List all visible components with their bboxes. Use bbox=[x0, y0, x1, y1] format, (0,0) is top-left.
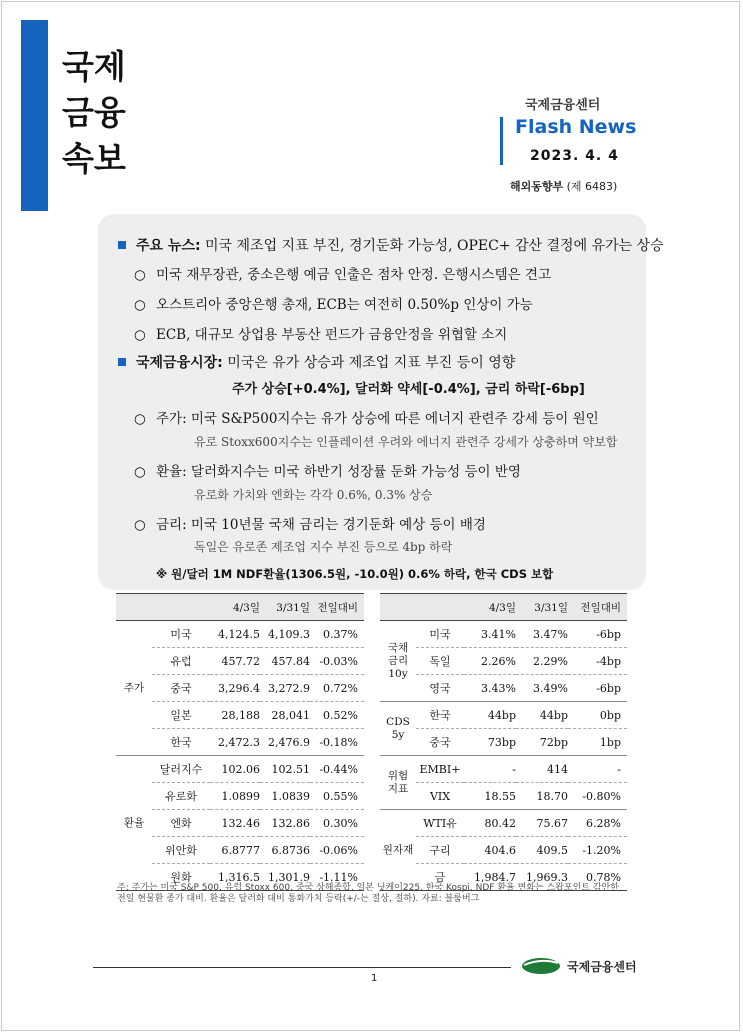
value-cell: 80.42 bbox=[464, 810, 516, 837]
change-cell: 0.72% bbox=[310, 675, 364, 702]
change-cell: -4bp bbox=[568, 648, 627, 675]
news-item-text: 미국 재무장관, 중소은행 예금 인출은 점차 안정. 은행시스템은 견고 bbox=[156, 267, 552, 283]
table-row bbox=[116, 837, 364, 864]
table-row bbox=[380, 648, 627, 675]
row-name: 한국 bbox=[152, 729, 210, 756]
row-name: 미국 bbox=[152, 621, 210, 648]
group-label bbox=[380, 621, 416, 702]
value-cell: 1.0899 bbox=[210, 783, 260, 810]
fx-label: 환율: bbox=[156, 464, 187, 480]
row-name: 미국 bbox=[416, 621, 464, 648]
group-label-line: 금리 bbox=[387, 654, 409, 667]
value-cell: 3.43% bbox=[464, 675, 516, 702]
market-text: 미국은 유가 상승과 제조업 지표 부진 등이 영향 bbox=[222, 355, 516, 371]
center-name: 국제금융센터 bbox=[525, 98, 601, 113]
table-row bbox=[380, 810, 627, 837]
value-cell: 2,476.9 bbox=[260, 729, 310, 756]
right-market-table bbox=[380, 593, 627, 891]
header-cell bbox=[380, 594, 416, 621]
value-cell: 102.51 bbox=[260, 756, 310, 783]
change-cell: 0bp bbox=[568, 702, 627, 729]
ndf-note: ※ 원/달러 1M NDF환율(1306.5원, -10.0원) 0.6% 하락, 한국 CDS 보합 bbox=[156, 567, 554, 581]
group-label-line: CDS bbox=[386, 715, 410, 728]
value-cell: 2.29% bbox=[516, 648, 568, 675]
row-name: 영국 bbox=[416, 675, 464, 702]
circle-bullet-icon: ○ bbox=[134, 464, 146, 480]
value-cell: 6.8777 bbox=[210, 837, 260, 864]
header-cell: 3/31일 bbox=[516, 594, 568, 621]
accent-bar bbox=[21, 20, 48, 211]
summary-box bbox=[98, 214, 664, 590]
row-name: VIX bbox=[416, 783, 464, 810]
value-cell: 132.86 bbox=[260, 810, 310, 837]
title-line: 속보 bbox=[62, 139, 126, 178]
change-cell: 0.55% bbox=[310, 783, 364, 810]
value-cell: 457.84 bbox=[260, 648, 310, 675]
row-name: 중국 bbox=[416, 729, 464, 756]
value-cell: 404.6 bbox=[464, 837, 516, 864]
title-line: 국제 bbox=[62, 47, 126, 86]
row-name: 엔화 bbox=[152, 810, 210, 837]
change-cell: -0.44% bbox=[310, 756, 364, 783]
change-cell: -1.11% bbox=[310, 864, 364, 891]
rate-label: 금리: bbox=[156, 517, 187, 533]
value-cell: 3.49% bbox=[516, 675, 568, 702]
news-heading: 주요 뉴스: bbox=[136, 238, 201, 254]
value-cell: 6.8736 bbox=[260, 837, 310, 864]
header-cell bbox=[152, 594, 210, 621]
row-name: 유로화 bbox=[152, 783, 210, 810]
row-name: 유럽 bbox=[152, 648, 210, 675]
change-cell: 0.52% bbox=[310, 702, 364, 729]
header-cell: 전일대비 bbox=[568, 594, 627, 621]
value-cell: 1.0839 bbox=[260, 783, 310, 810]
bullet-square-icon bbox=[118, 358, 126, 366]
group-label: 주가 bbox=[116, 621, 152, 756]
page-number: 1 bbox=[371, 973, 378, 984]
value-cell: 3,272.9 bbox=[260, 675, 310, 702]
table-row bbox=[116, 702, 364, 729]
table-row bbox=[380, 621, 627, 648]
table-row bbox=[380, 675, 627, 702]
news-item-text: ECB, 대규모 상업용 부동산 펀드가 금융안정을 위협할 소지 bbox=[156, 327, 508, 343]
group-label-line: 10y bbox=[388, 667, 408, 680]
table-header-row bbox=[380, 594, 627, 621]
header-divider bbox=[500, 117, 503, 165]
news-item bbox=[134, 263, 551, 283]
value-cell: 409.5 bbox=[516, 837, 568, 864]
value-cell: 1,301.9 bbox=[260, 864, 310, 891]
group-label bbox=[380, 702, 416, 756]
bullet-square-icon bbox=[118, 241, 126, 249]
change-cell: 0.37% bbox=[310, 621, 364, 648]
change-cell: 1bp bbox=[568, 729, 627, 756]
left-market-table bbox=[116, 593, 364, 891]
group-label-line: 지표 bbox=[387, 782, 409, 795]
change-cell: 0.30% bbox=[310, 810, 364, 837]
row-name: 금 bbox=[416, 864, 464, 891]
value-cell: 1,969.3 bbox=[516, 864, 568, 891]
market-headline bbox=[118, 352, 515, 372]
department-name: 해외동향부 bbox=[510, 180, 564, 193]
value-cell: 132.46 bbox=[210, 810, 260, 837]
title-line: 금융 bbox=[62, 93, 126, 132]
news-headline bbox=[118, 235, 664, 255]
fx-item bbox=[134, 460, 521, 480]
value-cell: 73bp bbox=[464, 729, 516, 756]
group-label bbox=[380, 756, 416, 810]
table-row bbox=[116, 729, 364, 756]
footnote: 주: 주가는 미국 S&P 500, 유럽 Stoxx 600, 중국 상해종합, 일본 닛케이225, 한국 Kospi. NDF 환율 변화는 스왑포인트 감안한 전일 현물환 종가 대비. 환율은 달러화 대비 통화가치 등락(+/-는 절상, 절하). 자료: 블룸버그 bbox=[117, 883, 619, 904]
table-row bbox=[116, 756, 364, 783]
table-row bbox=[380, 837, 627, 864]
value-cell: 28,041 bbox=[260, 702, 310, 729]
header-cell bbox=[116, 594, 152, 621]
rate-item bbox=[134, 513, 486, 533]
value-cell: 1,984.7 bbox=[464, 864, 516, 891]
fx-text: 달러화지수는 미국 하반기 성장률 둔화 가능성 등이 반영 bbox=[186, 464, 521, 480]
table-row bbox=[116, 810, 364, 837]
stock-item bbox=[134, 407, 599, 427]
header-cell: 4/3일 bbox=[210, 594, 260, 621]
value-cell: 414 bbox=[516, 756, 568, 783]
value-cell: 1,316.5 bbox=[210, 864, 260, 891]
header-cell: 전일대비 bbox=[310, 594, 364, 621]
value-cell: 4,124.5 bbox=[210, 621, 260, 648]
value-cell: 75.67 bbox=[516, 810, 568, 837]
row-name: 위안화 bbox=[152, 837, 210, 864]
value-cell: 44bp bbox=[516, 702, 568, 729]
header-cell bbox=[416, 594, 464, 621]
value-cell: 457.72 bbox=[210, 648, 260, 675]
flash-news-label: Flash News bbox=[515, 116, 637, 138]
change-cell: 0.78% bbox=[568, 864, 627, 891]
change-cell: -0.06% bbox=[310, 837, 364, 864]
news-item bbox=[134, 293, 533, 313]
row-name: WTI유 bbox=[416, 810, 464, 837]
table-row bbox=[380, 729, 627, 756]
row-name: 달러지수 bbox=[152, 756, 210, 783]
group-label-line: 원자재 bbox=[382, 843, 414, 856]
footer-logo-text: 국제금융센터 bbox=[567, 960, 637, 974]
value-cell: 28,188 bbox=[210, 702, 260, 729]
news-item-text: 오스트리아 중앙은행 총재, ECB는 여전히 0.50%p 인상이 가능 bbox=[156, 297, 533, 313]
value-cell: 3.41% bbox=[464, 621, 516, 648]
stock-label: 주가: bbox=[156, 411, 187, 427]
change-cell: -1.20% bbox=[568, 837, 627, 864]
value-cell: 3.47% bbox=[516, 621, 568, 648]
row-name: 원화 bbox=[152, 864, 210, 891]
row-name: 독일 bbox=[416, 648, 464, 675]
group-label bbox=[380, 810, 416, 891]
rate-detail: 독일은 유로존 제조업 지수 부진 등으로 4bp 하락 bbox=[194, 540, 453, 554]
row-name: EMBI+ bbox=[416, 756, 464, 783]
value-cell: 18.55 bbox=[464, 783, 516, 810]
change-cell: - bbox=[568, 756, 627, 783]
table-row bbox=[380, 783, 627, 810]
change-cell: -6bp bbox=[568, 675, 627, 702]
stock-text: 미국 S&P500지수는 유가 상승에 따른 에너지 관련주 강세 등이 원인 bbox=[186, 411, 599, 427]
group-label-line: 국채 bbox=[387, 641, 409, 654]
table-row bbox=[380, 756, 627, 783]
stock-detail: 유로 Stoxx600지수는 인플레이션 우려와 에너지 관련주 강세가 상충하며 약보합 bbox=[194, 435, 618, 449]
circle-bullet-icon: ○ bbox=[134, 297, 146, 313]
header-cell: 3/31일 bbox=[260, 594, 310, 621]
value-cell: 3,296.4 bbox=[210, 675, 260, 702]
value-cell: 2,472.3 bbox=[210, 729, 260, 756]
rate-text: 미국 10년물 국채 금리는 경기둔화 예상 등이 배경 bbox=[186, 517, 486, 533]
fx-detail: 유로화 가치와 엔화는 각각 0.6%, 0.3% 상승 bbox=[194, 488, 433, 502]
table-row bbox=[116, 675, 364, 702]
change-cell: -6bp bbox=[568, 621, 627, 648]
market-summary: 주가 상승[+0.4%], 달러화 약세[-0.4%], 금리 하락[-6bp] bbox=[232, 382, 585, 397]
news-text: 미국 제조업 지표 부진, 경기둔화 가능성, OPEC+ 감산 결정에 유가는 상승 bbox=[200, 238, 664, 254]
issue-number: (제 6483) bbox=[566, 180, 618, 193]
value-cell: 102.06 bbox=[210, 756, 260, 783]
table-row bbox=[116, 648, 364, 675]
value-cell: 4,109.3 bbox=[260, 621, 310, 648]
department bbox=[510, 178, 617, 194]
group-label-line: 5y bbox=[391, 728, 405, 741]
group-label: 환율 bbox=[116, 756, 152, 891]
circle-bullet-icon: ○ bbox=[134, 327, 146, 343]
table-row bbox=[116, 783, 364, 810]
row-name: 구리 bbox=[416, 837, 464, 864]
change-cell: -0.80% bbox=[568, 783, 627, 810]
table-row bbox=[380, 702, 627, 729]
news-item bbox=[134, 323, 507, 343]
row-name: 일본 bbox=[152, 702, 210, 729]
footer-rule bbox=[93, 967, 511, 968]
value-cell: 2.26% bbox=[464, 648, 516, 675]
market-heading: 국제금융시장: bbox=[136, 355, 223, 371]
value-cell: 72bp bbox=[516, 729, 568, 756]
change-cell: 6.28% bbox=[568, 810, 627, 837]
table-header-row bbox=[116, 594, 364, 621]
group-label-line: 위험 bbox=[387, 769, 409, 782]
change-cell: -0.03% bbox=[310, 648, 364, 675]
value-cell: 44bp bbox=[464, 702, 516, 729]
table-row bbox=[116, 621, 364, 648]
header-cell: 4/3일 bbox=[464, 594, 516, 621]
row-name: 중국 bbox=[152, 675, 210, 702]
value-cell: 18.70 bbox=[516, 783, 568, 810]
value-cell: - bbox=[464, 756, 516, 783]
circle-bullet-icon: ○ bbox=[134, 517, 146, 533]
change-cell: -0.18% bbox=[310, 729, 364, 756]
kcif-logo-icon bbox=[521, 955, 561, 975]
report-date: 2023. 4. 4 bbox=[530, 148, 619, 164]
report-title bbox=[62, 44, 126, 182]
row-name: 한국 bbox=[416, 702, 464, 729]
circle-bullet-icon: ○ bbox=[134, 267, 146, 283]
circle-bullet-icon: ○ bbox=[134, 411, 146, 427]
